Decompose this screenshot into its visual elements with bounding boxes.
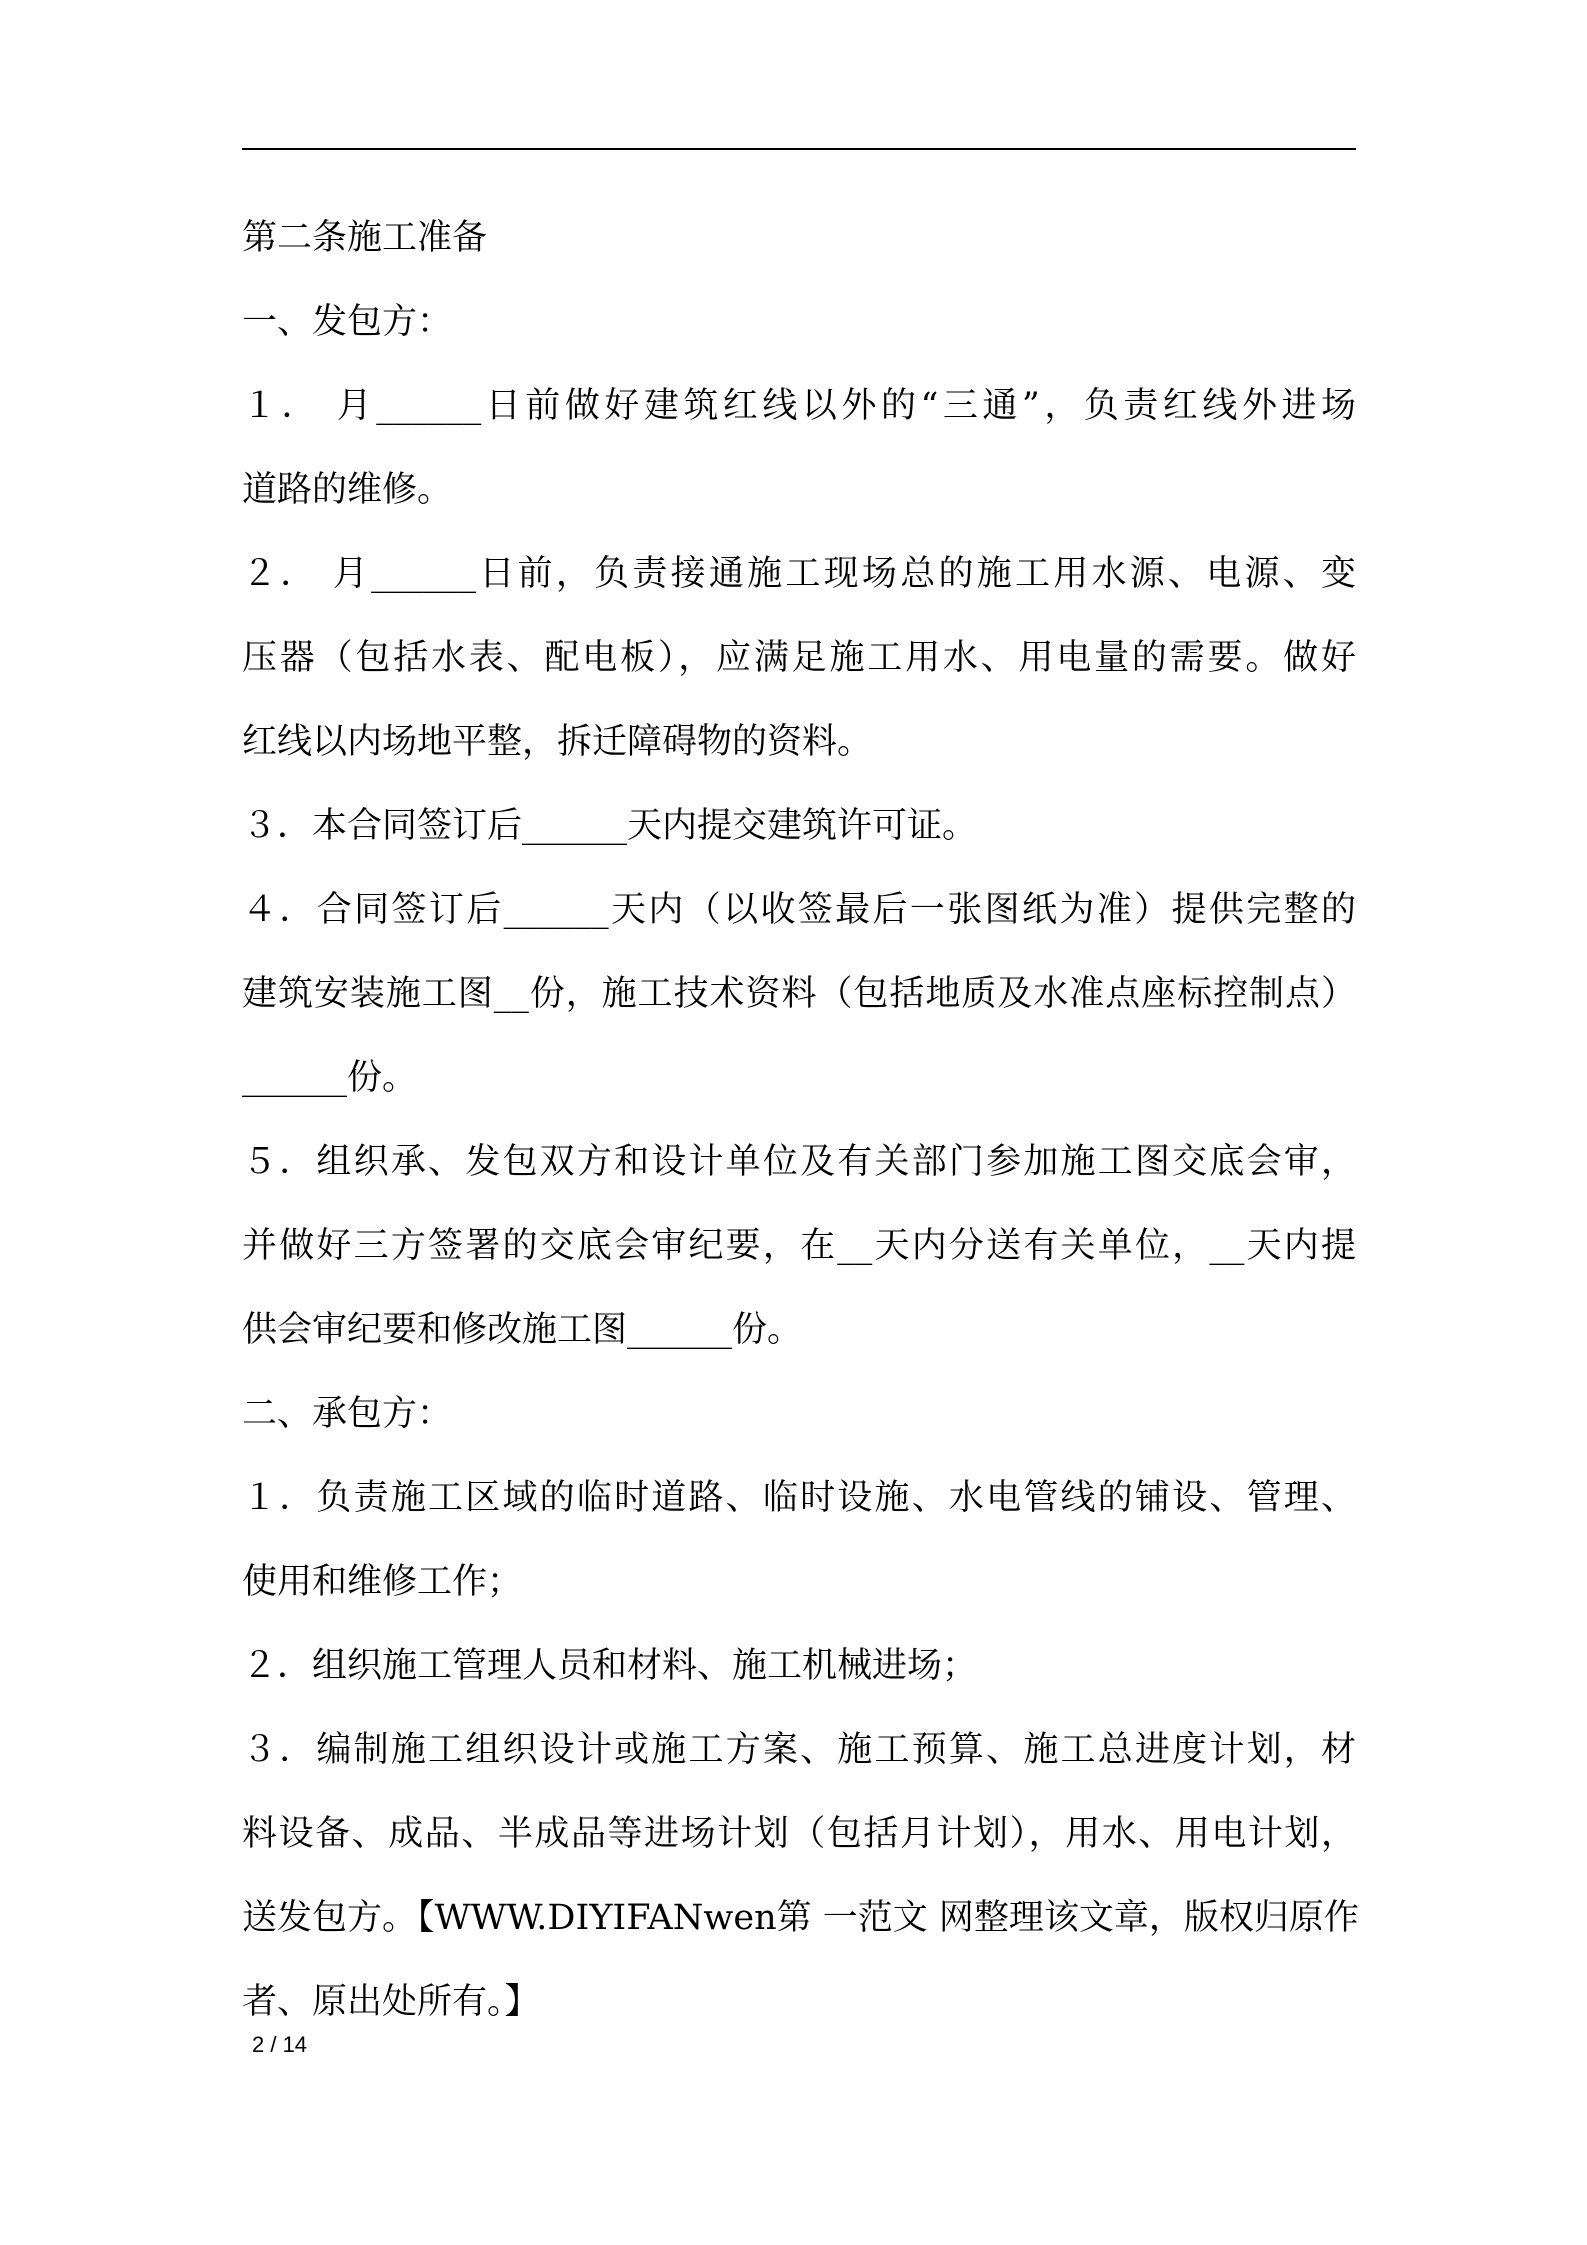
paragraph-line: ______份。 bbox=[242, 1058, 418, 1098]
subheading-employer: 一、发包方： bbox=[242, 302, 453, 342]
paragraph-line: 供会审纪要和修改施工图______份。 bbox=[242, 1310, 803, 1350]
paragraph-line: ４．合同签订后______天内（以收签最后一张图纸为准）提供完整的 bbox=[242, 890, 1356, 930]
paragraph-line: 料设备、成品、半成品等进场计划（包括月计划），用水、用电计划， bbox=[242, 1814, 1356, 1854]
paragraph-line: 红线以内场地平整，拆迁障碍物的资料。 bbox=[242, 722, 873, 762]
paragraph-line: ３．本合同签订后______天内提交建筑许可证。 bbox=[242, 806, 978, 846]
page-number: 2 / 14 bbox=[252, 2032, 308, 2057]
paragraph-line: 并做好三方签署的交底会审纪要，在__天内分送有关单位，__天内提 bbox=[242, 1226, 1356, 1266]
paragraph-line: 送发包方。【WWW.DIYIFANwen第 一范文 网整理该文章，版权归原作 bbox=[242, 1898, 1359, 1938]
section-heading: 第二条施工准备 bbox=[242, 218, 488, 258]
paragraph-line: 建筑安装施工图__份，施工技术资料（包括地质及水准点座标控制点） bbox=[242, 974, 1356, 1014]
paragraph-line: 使用和维修工作； bbox=[242, 1562, 523, 1602]
header-rule bbox=[242, 148, 1356, 150]
paragraph-line: ２．组织施工管理人员和材料、施工机械进场； bbox=[242, 1646, 978, 1686]
paragraph-line: 压器（包括水表、配电板），应满足施工用水、用电量的需要。做好 bbox=[242, 638, 1356, 678]
paragraph-line: 道路的维修。 bbox=[242, 470, 453, 510]
paragraph-line: ３．编制施工组织设计或施工方案、施工预算、施工总进度计划，材 bbox=[242, 1730, 1356, 1770]
paragraph-line: 者、原出处所有。】 bbox=[242, 1982, 540, 2022]
paragraph-line: １．负责施工区域的临时道路、临时设施、水电管线的铺设、管理、 bbox=[242, 1478, 1356, 1518]
paragraph-line: ５．组织承、发包双方和设计单位及有关部门参加施工图交底会审， bbox=[242, 1142, 1356, 1182]
paragraph-line: １． 月______日前做好建筑红线以外的“三通”，负责红线外进场 bbox=[242, 386, 1356, 426]
document-body bbox=[242, 196, 1359, 2044]
subheading-contractor: 二、承包方： bbox=[242, 1394, 453, 1434]
paragraph-line: ２． 月______日前，负责接通施工现场总的施工用水源、电源、变 bbox=[242, 554, 1356, 594]
